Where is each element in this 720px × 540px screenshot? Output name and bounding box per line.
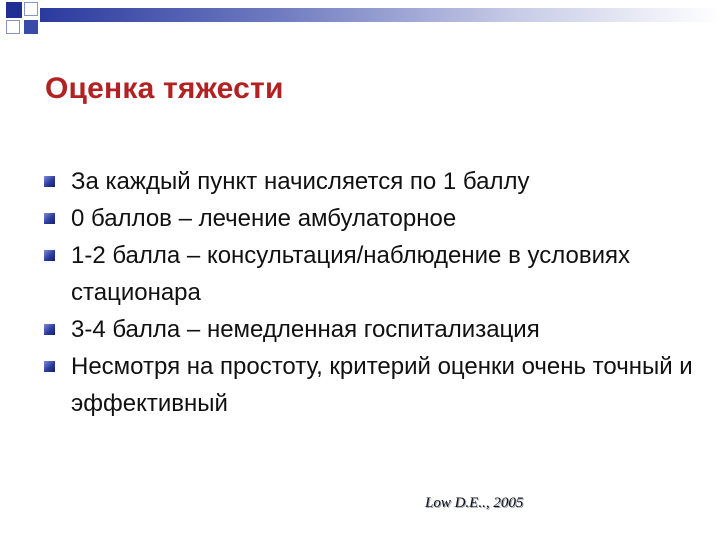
bullet-item — [40, 311, 700, 348]
bullet-item — [40, 348, 700, 422]
square-bullet-icon — [44, 324, 55, 335]
citation: Low D.E.., 2005 — [425, 495, 524, 511]
bullet-item — [40, 163, 700, 200]
bullet-text: 3-4 балла – немедленная госпитализация — [71, 316, 540, 343]
header-gradient-bar — [40, 8, 720, 22]
square-bullet-icon — [44, 361, 55, 372]
bullet-item — [40, 237, 700, 311]
bullet-text: 0 баллов – лечение амбулаторное — [71, 205, 457, 232]
slide-title: Оценка тяжести — [45, 72, 284, 105]
bullet-text: 1-2 балла – консультация/наблюдение в условиях стационара — [71, 242, 630, 306]
square-bullet-icon — [44, 250, 55, 261]
bullet-text: Несмотря на простоту, критерий оценки очень точный и эффективный — [71, 353, 693, 417]
square-bullet-icon — [44, 176, 55, 187]
bullet-item — [40, 200, 700, 237]
bullet-list — [40, 163, 700, 422]
bullet-text: За каждый пункт начисляется по 1 баллу — [71, 168, 530, 195]
square-bullet-icon — [44, 213, 55, 224]
